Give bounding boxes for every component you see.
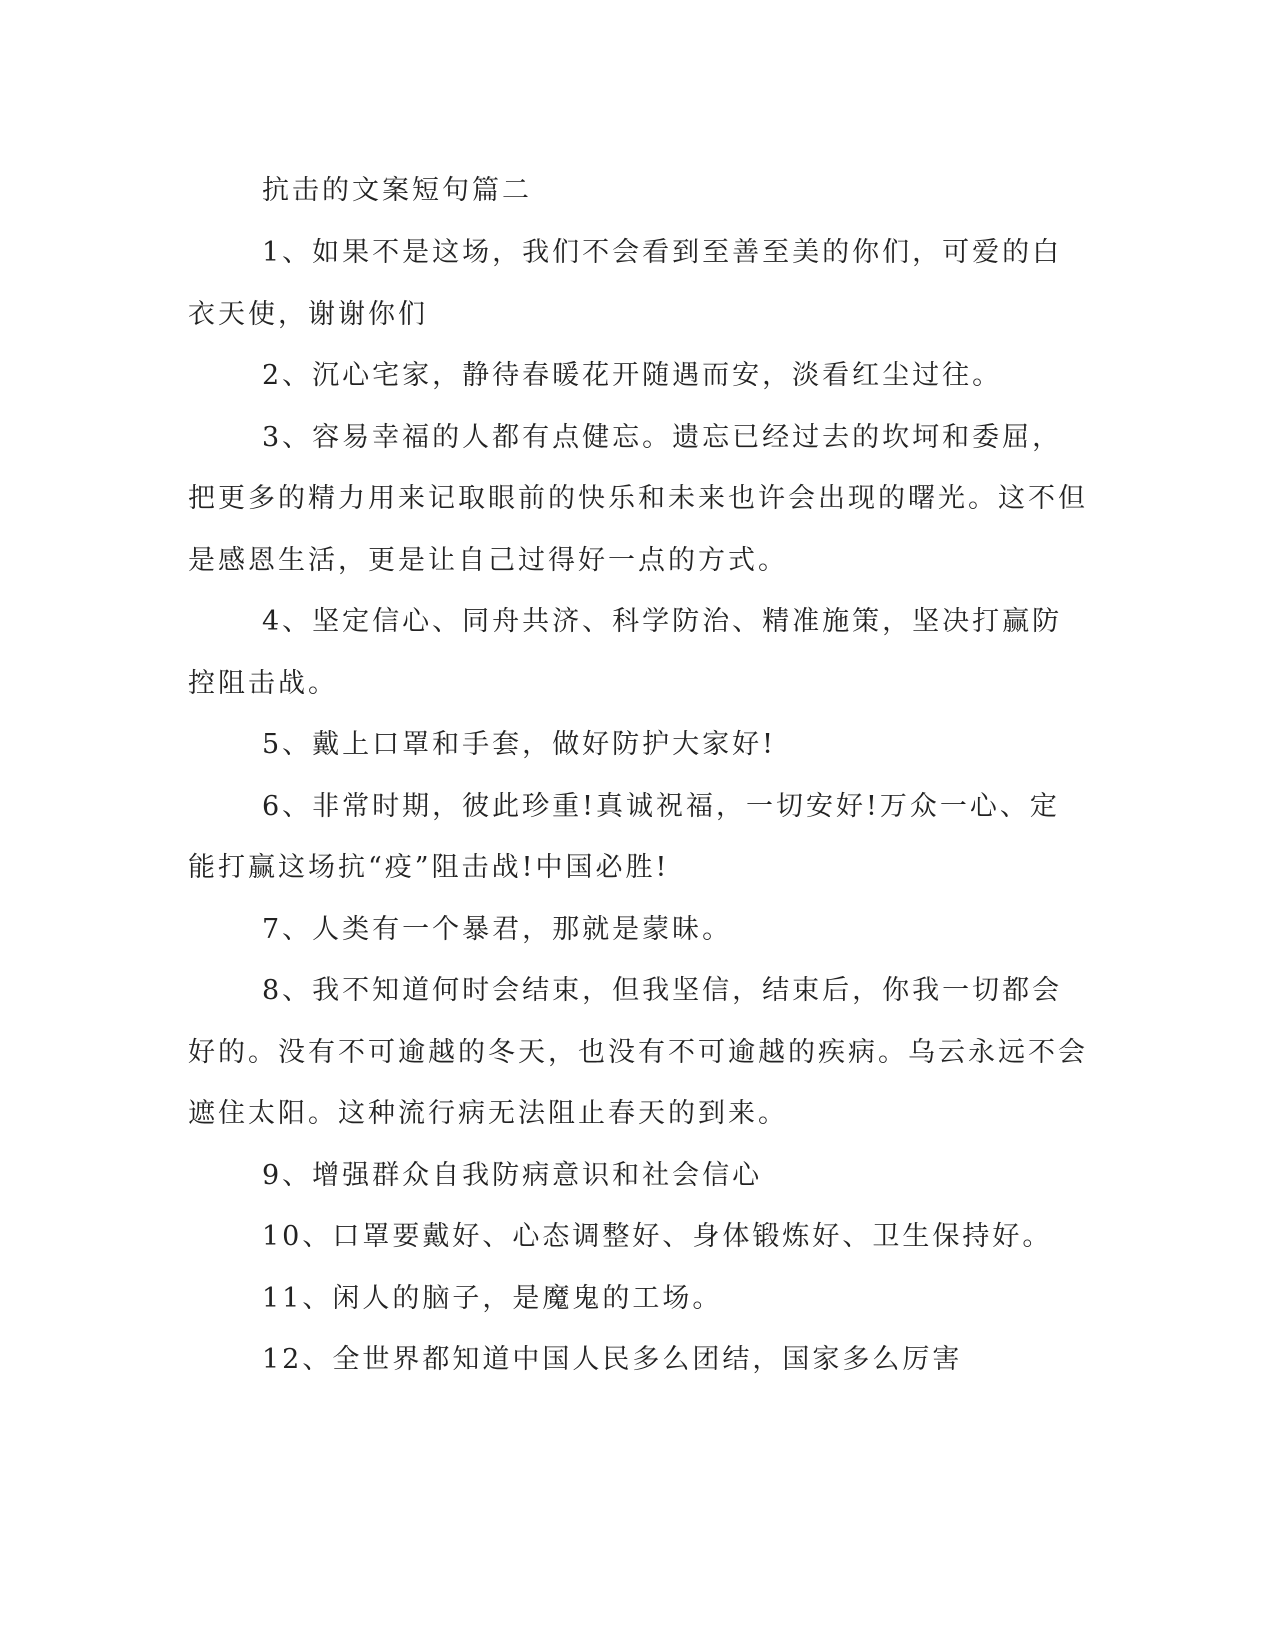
paragraph: 12、全世界都知道中国人民多么团结，国家多么厉害: [262, 1344, 963, 1375]
paragraph: 2、沉心宅家，静待春暖花开随遇而安，淡看红尘过往。: [262, 360, 1003, 391]
paragraph: 10、口罩要戴好、心态调整好、身体锻炼好、卫生保持好。: [262, 1221, 1053, 1252]
document-title: 抗击的文案短句篇二: [262, 175, 532, 206]
paragraph: 4、坚定信心、同舟共济、科学防治、精准施策，坚决打赢防控阻击战。: [188, 606, 1063, 699]
paragraph: 7、人类有一个暴君，那就是蒙昧。: [262, 913, 733, 945]
paragraph: 8、我不知道何时会结束，但我坚信，结束后，你我一切都会好的。没有不可逾越的冬天，也没有不可逾越的疾病。乌云永远不会遮住太阳。这种流行病无法阻止春天的到来。: [188, 975, 1088, 1129]
paragraph: 6、非常时期，彼此珍重!真诚祝福，一切安好!万众一心、定能打赢这场抗“疫”阻击战!中国必胜!: [188, 790, 1060, 883]
document-body: [188, 160, 1088, 1391]
paragraph: 3、容易幸福的人都有点健忘。遗忘已经过去的坎坷和委屈，把更多的精力用来记取眼前的快乐和未来也许会出现的曙光。这不但是感恩生活，更是让自己过得好一点的方式。: [188, 421, 1088, 576]
paragraph: 9、增强群众自我防病意识和社会信心: [262, 1159, 763, 1191]
paragraph: 11、闲人的脑子，是魔鬼的工场。: [262, 1282, 723, 1314]
paragraph: 1、如果不是这场，我们不会看到至善至美的你们，可爱的白衣天使，谢谢你们: [188, 237, 1063, 330]
paragraph: 5、戴上口罩和手套，做好防护大家好!: [262, 729, 777, 760]
